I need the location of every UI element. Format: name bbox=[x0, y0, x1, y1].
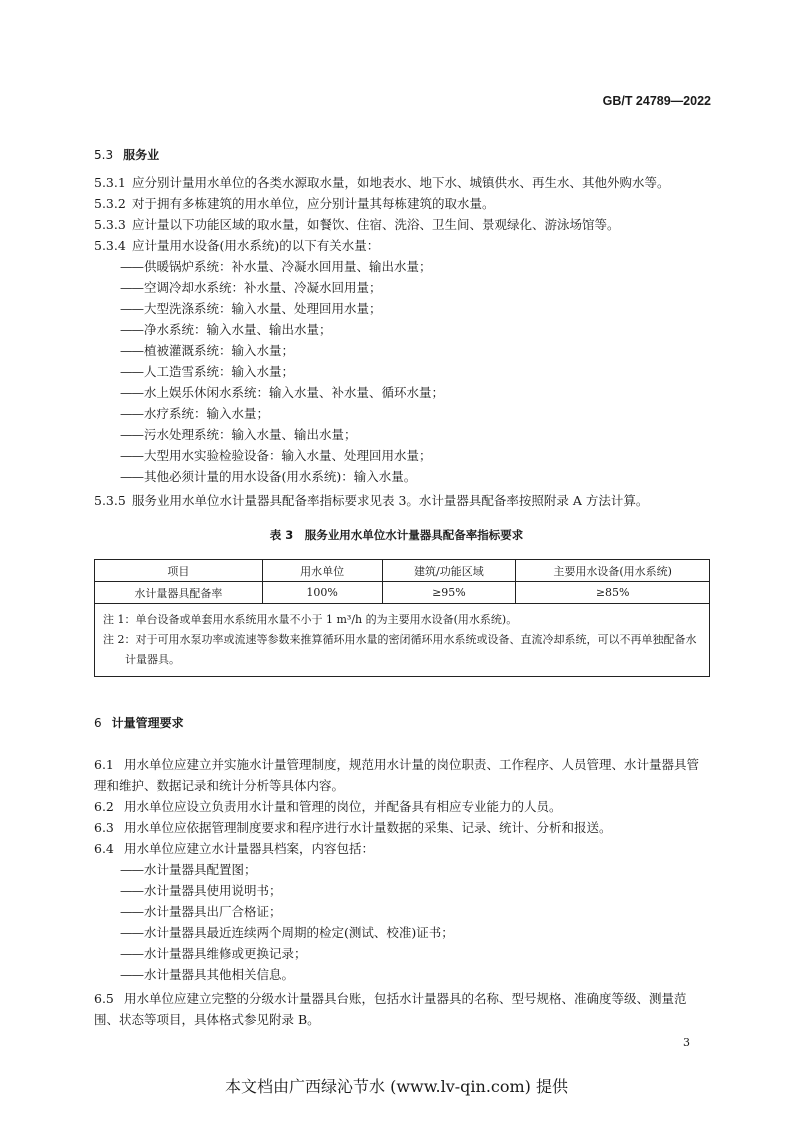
table-header-cell: 建筑/功能区域 bbox=[382, 560, 516, 582]
table-caption: 表 3 服务业用水单位水计量器具配备率指标要求 bbox=[269, 528, 524, 542]
section-title: 计量管理要求 bbox=[111, 716, 184, 730]
meter-archive-list bbox=[120, 859, 710, 985]
clause-5-3-5: 5.3.5 服务业用水单位水计量器具配备率指标要求见表 3。水计量器具配备率按照附录 A 方法计算。 bbox=[94, 493, 649, 508]
table-note: 注 2：对于可用水泵功率或流速等参数来推算循环用水量的密闭循环用水系统或设备、直流冷却系统，可以不再单独配备水计量器具。 bbox=[103, 633, 697, 666]
list-item: —— 水计量器具配置图； bbox=[120, 859, 710, 880]
clause-5-3-3: 5.3.3 应计量以下功能区域的取水量，如餐饮、住宿、洗浴、卫生间、景观绿化、游泳场馆等。 bbox=[94, 217, 620, 232]
list-item: —— 其他必须计量的用水设备(用水系统)：输入水量。 bbox=[120, 466, 710, 487]
list-item: —— 水计量器具出厂合格证； bbox=[120, 901, 710, 922]
section-title: 服务业 bbox=[123, 148, 160, 162]
table-header-row bbox=[95, 560, 710, 582]
clause-5-3-2: 5.3.2 对于拥有多栋建筑的用水单位，应分别计量其每栋建筑的取水量。 bbox=[94, 196, 495, 211]
list-item: —— 空调冷却水系统：补水量、冷凝水回用量； bbox=[120, 277, 710, 298]
list-item: —— 植被灌溉系统：输入水量； bbox=[120, 340, 710, 361]
section-heading-6 bbox=[94, 714, 184, 731]
section-number: 5.3 bbox=[94, 148, 114, 162]
table-cell: ≥85% bbox=[516, 582, 710, 604]
list-item: —— 供暖锅炉系统：补水量、冷凝水回用量、输出水量； bbox=[120, 256, 710, 277]
table-note: 注 1：单台设备或单套用水系统用水量不小于 1 m³/h 的为主要用水设备(用水系统)。 bbox=[103, 613, 518, 626]
list-item: —— 水计量器具最近连续两个周期的检定(测试、校准)证书； bbox=[120, 922, 710, 943]
metering-rate-table bbox=[94, 559, 710, 677]
table-header-cell: 主要用水设备(用水系统) bbox=[516, 560, 710, 582]
table-row bbox=[95, 582, 710, 604]
list-item: —— 水上娱乐休闲水系统：输入水量、补水量、循环水量； bbox=[120, 382, 710, 403]
list-item: —— 水疗系统：输入水量； bbox=[120, 403, 710, 424]
water-system-list bbox=[120, 256, 710, 487]
table-cell: ≥95% bbox=[382, 582, 516, 604]
table-notes-row bbox=[95, 604, 710, 677]
list-item: —— 净水系统：输入水量、输出水量； bbox=[120, 319, 710, 340]
footer-provider-text: 本文档由广西绿沁节水 (www.lv-qin.com) 提供 bbox=[224, 1077, 568, 1096]
list-item: —— 大型洗涤系统：输入水量、处理回用水量； bbox=[120, 298, 710, 319]
clause-6-4: 6.4 用水单位应建立水计量器具档案，内容包括： bbox=[94, 841, 375, 856]
clause-6-1: 6.1 用水单位应建立并实施水计量管理制度，规范用水计量的岗位职责、工作程序、人员管理、水计量器具管理和维护、数据记录和统计分析等具体内容。 bbox=[94, 757, 700, 793]
clause-6-3: 6.3 用水单位应依据管理制度要求和程序进行水计量数据的采集、记录、统计、分析和报送。 bbox=[94, 820, 612, 835]
section-heading-5-3 bbox=[94, 146, 159, 163]
clause-5-3-4: 5.3.4 应计量用水设备(用水系统)的以下有关水量： bbox=[94, 238, 380, 253]
list-item: —— 水计量器具使用说明书； bbox=[120, 880, 710, 901]
clause-6-2: 6.2 用水单位应设立负责用水计量和管理的岗位，并配备具有相应专业能力的人员。 bbox=[94, 799, 562, 814]
list-item: —— 污水处理系统：输入水量、输出水量； bbox=[120, 424, 710, 445]
clause-6-5: 6.5 用水单位应建立完整的分级水计量器具台账，包括水计量器具的名称、型号规格、准确度等级、测量范围、状态等项目，具体格式参见附录 B。 bbox=[94, 991, 687, 1027]
table-header-cell: 用水单位 bbox=[262, 560, 382, 582]
table-notes bbox=[95, 604, 710, 677]
document-code: GB/T 24789—2022 bbox=[602, 94, 711, 108]
table-header-cell: 项目 bbox=[95, 560, 263, 582]
clause-5-3-1: 5.3.1 应分别计量用水单位的各类水源取水量，如地表水、地下水、城镇供水、再生水、其他外购水等。 bbox=[94, 175, 670, 190]
list-item: —— 人工造雪系统：输入水量； bbox=[120, 361, 710, 382]
list-item: —— 水计量器具其他相关信息。 bbox=[120, 964, 710, 985]
list-item: —— 大型用水实验检验设备：输入水量、处理回用水量； bbox=[120, 445, 710, 466]
page-number: 3 bbox=[683, 1036, 690, 1049]
table-cell: 100% bbox=[262, 582, 382, 604]
list-item: —— 水计量器具维修或更换记录； bbox=[120, 943, 710, 964]
table-cell: 水计量器具配备率 bbox=[95, 582, 263, 604]
section-number: 6 bbox=[94, 716, 102, 730]
